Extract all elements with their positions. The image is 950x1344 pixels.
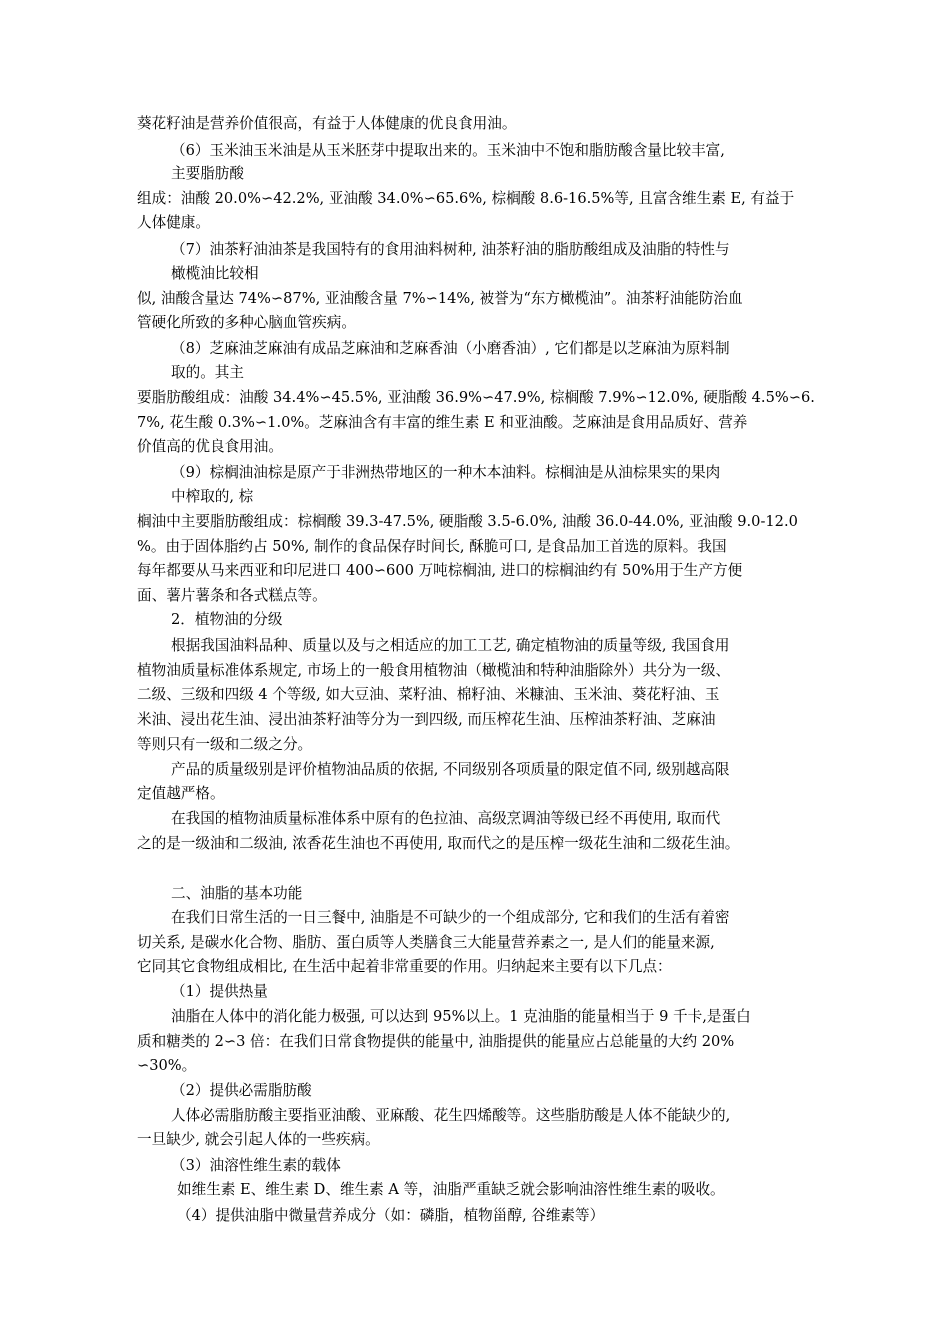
subsection-heading: （3）油溶性维生素的载体 — [171, 1157, 341, 1174]
text-line: 价值高的优良食用油。 — [137, 438, 283, 455]
text-line: 产品的质量级别是评价植物油品质的依据, 不同级别各项质量的限定值不同, 级别越高限 — [171, 761, 730, 778]
text-line: ∽30%。 — [137, 1057, 197, 1074]
text-line: 如维生素 E、维生素 D、维生素 A 等，油脂严重缺乏就会影响油溶性维生素的吸收。 — [177, 1181, 725, 1198]
text-line: 要脂肪酸组成：油酸 34.4%∽45.5%, 亚油酸 36.9%∽47.9%, 棕榈酸 7.9%∽12.0%, 硬脂酸 4.5%∽6. — [137, 389, 815, 406]
text-line: 组成：油酸 20.0%∽42.2%, 亚油酸 34.0%∽65.6%, 棕榈酸 8.6-16.5%等, 且富含维生素 E, 有益于 — [137, 190, 795, 207]
text-line: 面、薯片薯条和各式糕点等。 — [137, 587, 327, 604]
text-line: 人体必需脂肪酸主要指亚油酸、亚麻酸、花生四烯酸等。这些脂肪酸是人体不能缺少的, — [171, 1107, 731, 1124]
text-line: （8）芝麻油芝麻油有成品芝麻油和芝麻香油（小磨香油）, 它们都是以芝麻油为原料制 — [171, 340, 730, 357]
text-line: 管硬化所致的多种心脑血管疾病。 — [137, 314, 356, 331]
text-line: 它同其它食物组成相比, 在生活中起着非常重要的作用。归纳起来主要有以下几点： — [137, 958, 672, 975]
text-line: 7%, 花生酸 0.3%∽1.0%。芝麻油含有丰富的维生素 E 和亚油酸。芝麻油是食用品质好、营养 — [137, 414, 748, 431]
text-line: 每年都要从马来西亚和印尼进口 400∽600 万吨棕榈油, 进口的棕榈油约有 50%用于生产方便 — [137, 562, 743, 579]
text-line: 油脂在人体中的消化能力极强, 可以达到 95%以上。1 克油脂的能量相当于 9 千卡,是蛋白 — [171, 1008, 751, 1025]
text-line: 人体健康。 — [137, 214, 210, 231]
section-heading: 2．植物油的分级 — [171, 611, 283, 628]
text-line: 根据我国油料品种、质量以及与之相适应的加工工艺, 确定植物油的质量等级, 我国食用 — [171, 637, 730, 654]
subsection-heading: （1）提供热量 — [171, 983, 268, 1000]
text-line: 葵花籽油是营养价值很高，有益于人体健康的优良食用油。 — [137, 115, 517, 132]
text-line: 似, 油酸含量达 74%∽87%, 亚油酸含量 7%∽14%, 被誉为“东方橄榄油”。油茶籽油能防治血 — [137, 290, 743, 307]
subsection-heading: （4）提供油脂中微量营养成分（如：磷脂，植物甾醇, 谷维素等） — [177, 1207, 605, 1224]
subsection-heading: （2）提供必需脂肪酸 — [171, 1082, 312, 1099]
text-line: 米油、浸出花生油、浸出油茶籽油等分为一到四级, 而压榨花生油、压榨油茶籽油、芝麻油 — [137, 711, 716, 728]
text-line: 二级、三级和四级 4 个等级, 如大豆油、菜籽油、棉籽油、米糠油、玉米油、葵花籽油、玉 — [137, 686, 720, 703]
text-line: 主要脂肪酸 — [171, 165, 244, 182]
text-line: 植物油质量标准体系规定, 市场上的一般食用植物油（橄榄油和特种油脂除外）共分为一级、 — [137, 662, 731, 679]
text-line: 在我国的植物油质量标准体系中原有的色拉油、高级烹调油等级已经不再使用, 取而代 — [171, 810, 721, 827]
text-line: 质和糖类的 2∽3 倍：在我们日常食物提供的能量中, 油脂提供的能量应占总能量的大约 20% — [137, 1033, 735, 1050]
text-line: 在我们日常生活的一日三餐中, 油脂是不可缺少的一个组成部分, 它和我们的生活有着密 — [171, 909, 730, 926]
text-line: 取的。其主 — [171, 364, 244, 381]
text-line: （7）油茶籽油油茶是我国特有的食用油料树种, 油茶籽油的脂肪酸组成及油脂的特性与 — [171, 241, 730, 258]
text-line: 切关系, 是碳水化合物、脂肪、蛋白质等人类膳食三大能量营养素之一, 是人们的能量来源, — [137, 934, 715, 951]
text-line: 之的是一级油和二级油, 浓香花生油也不再使用, 取而代之的是压榨一级花生油和二级花生油。 — [137, 835, 740, 852]
text-line: %。由于固体脂约占 50%, 制作的食品保存时间长, 酥脆可口, 是食品加工首选的原料。我国 — [137, 538, 727, 555]
text-line: （9）棕榈油油棕是原产于非洲热带地区的一种木本油料。棕榈油是从油棕果实的果肉 — [171, 464, 721, 481]
text-line: 一旦缺少, 就会引起人体的一些疾病。 — [137, 1131, 380, 1148]
text-line: 定值越严格。 — [137, 785, 225, 802]
text-line: 等则只有一级和二级之分。 — [137, 736, 313, 753]
text-line: 橄榄油比较相 — [171, 265, 259, 282]
text-line: 中榨取的, 棕 — [171, 488, 254, 505]
section-heading: 二、油脂的基本功能 — [171, 885, 303, 902]
text-line: （6）玉米油玉米油是从玉米胚芽中提取出来的。玉米油中不饱和脂肪酸含量比较丰富, — [171, 142, 725, 159]
text-line: 榈油中主要脂肪酸组成：棕榈酸 39.3-47.5%, 硬脂酸 3.5-6.0%, 油酸 36.0-44.0%, 亚油酸 9.0-12.0 — [137, 513, 798, 530]
